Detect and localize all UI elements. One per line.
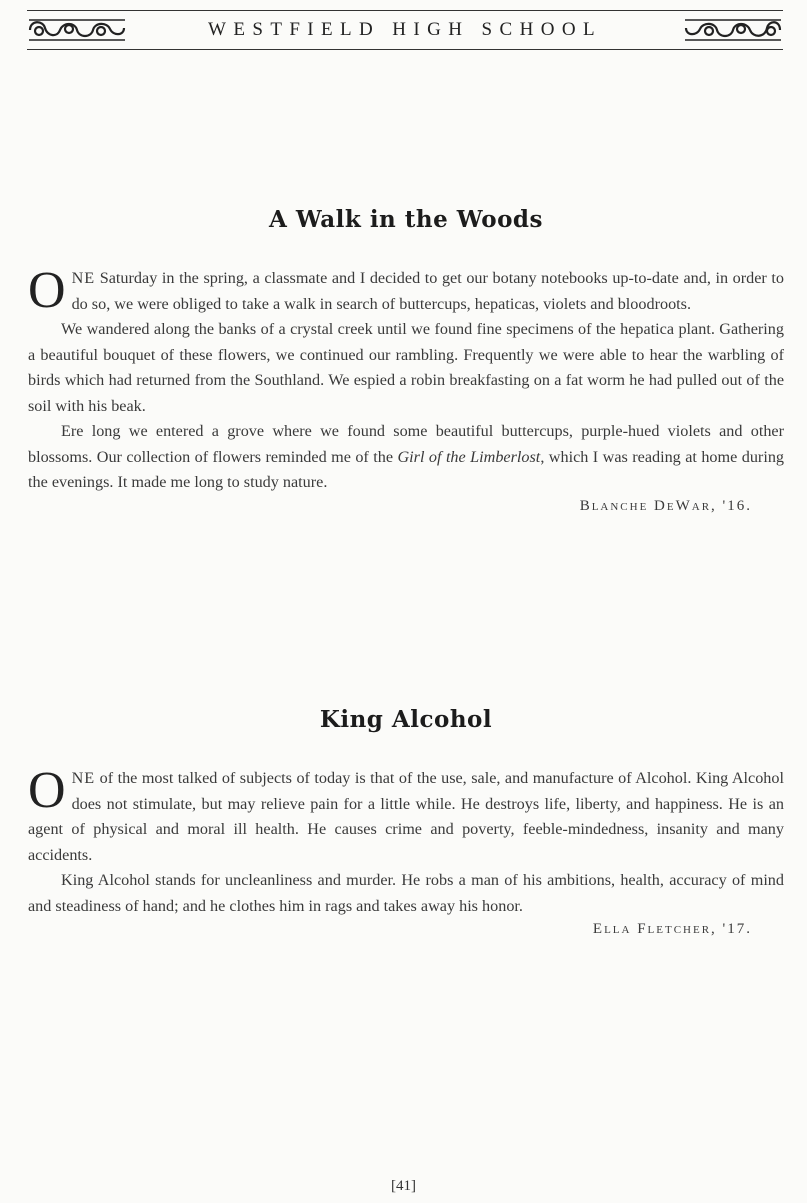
book-title: Girl of the Limberlost <box>397 447 541 466</box>
school-name: WESTFIELD HIGH SCHOOL <box>208 19 602 40</box>
article-paragraph: ONE of the most talked of subjects of today is that of the use, sale, and manufacture of Alcohol. King Alcohol does not stimulate, but may relieve pain for a little while. He destroys life, liberty, and happiness. He is an agent of physical and moral ill health. He causes crime and poverty, feeble-mindedness, insanity and many accidents. <box>28 762 784 864</box>
first-word: NE <box>71 269 96 287</box>
first-word: NE <box>71 769 96 787</box>
author-signature: Ella Fletcher, '17. <box>592 921 752 937</box>
drop-cap: O <box>28 762 66 819</box>
article-paragraph: We wandered along the banks of a crystal creek until we found fine specimens of the hepatica plant. Gathering a beautiful bouquet of these flowers, we continued our rambling. Frequently we were able to hear the warbling of birds which had returned from the Southland. We espied a robin breakfasting on a fat worm he had pulled out of the soil with his beak. <box>28 320 784 415</box>
article-walk-in-the-woods <box>28 206 784 515</box>
article-title: King Alcohol <box>319 706 493 733</box>
drop-cap: O <box>28 262 66 319</box>
article-paragraph: King Alcohol stands for uncleanliness and murder. He robs a man of his ambitions, health, accuracy of mind and steadiness of hand; and he clothes him in rags and takes away his honor. <box>28 871 784 915</box>
article-title: A Walk in the Woods <box>269 206 543 233</box>
page-number: [41] <box>391 1178 416 1194</box>
article-king-alcohol <box>28 706 784 938</box>
scroll-ornament-icon <box>27 16 127 44</box>
running-header <box>27 10 783 50</box>
article-paragraph: ONE Saturday in the spring, a classmate and I decided to get our botany notebooks up-to-date and, in order to do so, we were obliged to take a walk in search of buttercups, hepaticas, violets and bloodroots. <box>28 262 784 319</box>
scroll-ornament-icon <box>683 16 783 44</box>
article-paragraph: Ere long we entered a grove where we found some beautiful buttercups, purple-hued violets and other blossoms. Our collection of flowers reminded me of the Girl of the Limberlost, which I was reading at home during the evenings. It made me long to study nature. <box>28 422 785 491</box>
author-signature: Blanche DeWar, '16. <box>579 497 752 514</box>
